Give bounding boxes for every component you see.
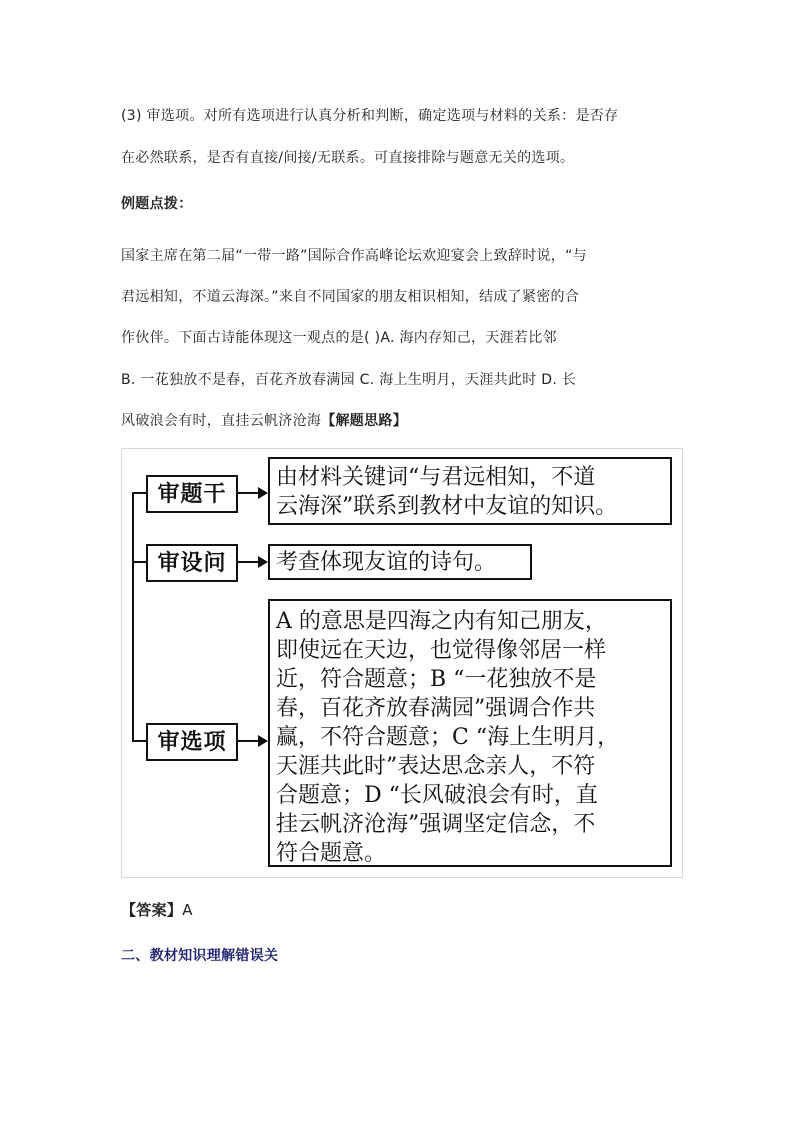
step3-line-1: (3) 审选项。对所有选项进行认真分析和判断，确定选项与材料的关系：是否存 [121,108,619,124]
label-box-options: 审选项 [146,723,238,761]
answer-line [121,900,193,920]
stem-text-line: 由材料关键词“与君远相知，不道 [276,465,596,490]
options-text-line: 符合题意。 [276,841,387,866]
question-line-5 [121,411,407,431]
solution-diagram [121,448,683,878]
answer-label: 【答案】 [121,901,183,919]
diagram-branch-line-question [132,561,146,563]
diagram-branch-line-stem [132,492,146,494]
step3-line-2: 在必然联系，是否有直接/间接/无联系。可直接排除与题意无关的选项。 [121,150,575,166]
options-text-line: 合题意；D “长风破浪会有时，直 [276,783,598,808]
arrow-head-question [258,556,268,568]
options-text-line: A 的意思是四海之内有知己朋友， [276,609,607,634]
content-box-stem [268,457,672,525]
question-line-5-text: 风破浪会有时，直挂云帆济沧海 [121,413,322,429]
question-line-4: B. 一花独放不是春，百花齐放春满园 C. 海上生明月，天涯共此时 D. 长 [121,372,577,388]
solution-idea-label: 【解题思路】 [321,413,408,429]
arrow-head-options [258,735,268,747]
answer-value: A [182,901,193,919]
options-text-line: 近，符合题意；B “一花独放不是 [276,667,597,692]
section-heading: 二、教材知识理解错误关 [121,948,279,964]
options-text-line: 天涯共此时”表达思念亲人，不符 [276,754,596,779]
question-line-1: 国家主席在第二届“一带一路”国际合作高峰论坛欢迎宴会上致辞时说，“与 [121,248,587,264]
question-line-3: 作伙伴。下面古诗能体现这一观点的是( )A. 海内存知己，天涯若比邻 [121,330,557,346]
options-text-line: 春，百花齐放春满园”强调合作共 [276,696,596,721]
example-heading: 例题点拨： [121,196,193,212]
diagram-trunk-line [132,493,134,741]
arrow-head-stem [258,487,268,499]
question-text-line: 考查体现友谊的诗句。 [276,550,497,575]
arrow-line-options [238,740,260,742]
question-line-2: 君远相知，不道云海深。”来自不同国家的朋友相识相知，结成了紧密的合 [121,289,580,305]
content-box-options [268,599,672,867]
arrow-line-stem [238,492,260,494]
options-text-line: 赢，不符合题意；C “海上生明月， [276,725,620,750]
label-box-stem: 审题干 [146,475,238,513]
diagram-branch-line-options [132,740,146,742]
options-text-line: 挂云帆济沧海”强调坚定信念，不 [276,812,596,837]
stem-text-line: 云海深”联系到教材中友谊的知识。 [276,494,618,519]
arrow-line-question [238,561,260,563]
content-box-question [268,544,532,580]
label-box-question: 审设问 [146,544,238,582]
options-text-line: 即使远在天边，也觉得像邻居一样 [276,638,607,663]
